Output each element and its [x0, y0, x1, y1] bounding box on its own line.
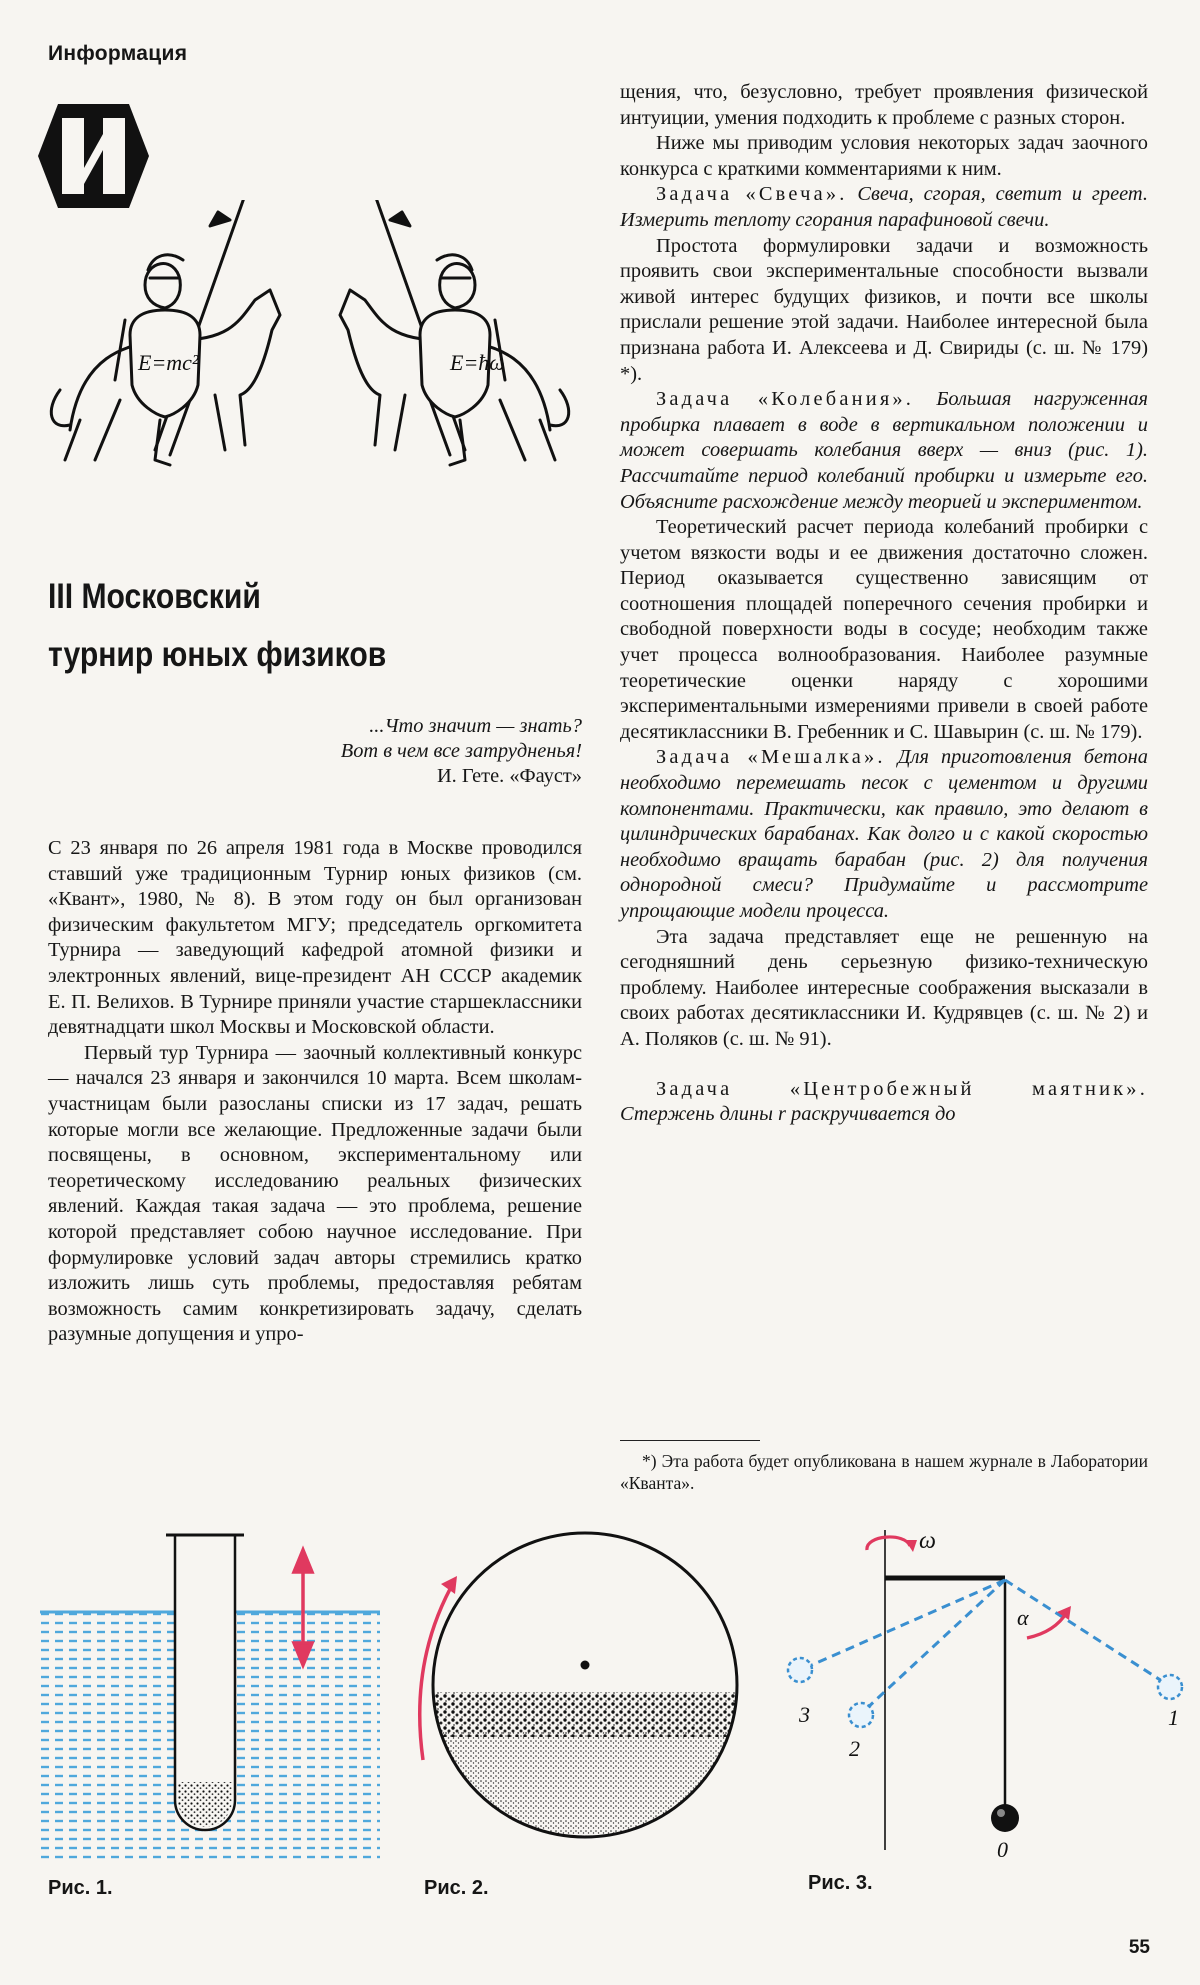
paragraph: Простота формулировки задачи и возможность проявить свои экспериментальные способности вызвали живой интерес будущих физиков, и почти все школы прислали решение этой задачи. Наиболее интересной была признана работа И. Алексеева и Д. Свириды (с. ш. № 179) *). [620, 234, 1148, 385]
bob-0 [991, 1804, 1019, 1832]
bob-3 [788, 1658, 812, 1682]
footnote-rule [620, 1440, 760, 1441]
task-label: Задача «Колебания». [656, 388, 915, 411]
task-label: Задача «Свеча». [656, 183, 848, 206]
bob-label-1: 1 [1168, 1705, 1179, 1730]
omega-label: ω [919, 1528, 936, 1554]
epigraph [250, 714, 582, 789]
figure-2-caption: Рис. 2. [424, 1877, 489, 1899]
bob-label-3: 3 [799, 1702, 810, 1727]
bob-1 [1158, 1675, 1182, 1699]
epigraph-line-2: Вот в чем все затрудненья! [340, 740, 582, 762]
paragraph: Первый тур Турнира — заочный коллективный конкурс — начался 23 января и закончился 10 марта. Всем школам-участницам были разосланы списки из 17 задач, решать которые могли все желающие. Предложенные задачи были посвящены, в основном, экспериментальному или теоретическому исследованию реальных физических явлений. Каждая такая задача — это проблема, решение которой представляет собою научное исследование. При формулировке условий задач авторы стремились кратко изложить лишь суть проблемы, предоставляя ребятам возможность самим конкретизировать задачу, сделать разумные допущения и упро- [48, 1041, 582, 1346]
paragraph: щения, что, безусловно, требует проявления физической интуиции, умения подходить к проблеме с разных сторон. [620, 81, 1148, 129]
right-column [620, 80, 1148, 1128]
left-column [48, 836, 582, 1348]
task-candle [620, 182, 1148, 233]
figure-3-caption: Рис. 3. [808, 1872, 873, 1894]
task-statement: Большая нагруженная пробирка плавает в воде в вертикальном положении и может совершать колебания вверх — вниз (рис. 1). Рассчитайте период колебаний пробирки и измерьте его. Объясните расхождение между теорией и экспериментом. [620, 388, 1148, 513]
paragraph: С 23 января по 26 апреля 1981 года в Москве проводился ставший уже традиционным Турнир юных физиков (см. «Квант», 1980, № 8). В этом году он был организован физическим факультетом МГУ; председатель оргкомитета Турнира — заведующий кафедрой атомной физики и электронных явлений, вице-президент АН СССР академик Е. П. Велихов. В Турнире приняли участие старшеклассники девятнадцати школ Москвы и Московской области. [48, 837, 582, 1039]
footnote-text: *) Эта работа будет опубликована в нашем журнале в Лаборатории «Кванта». [620, 1451, 1148, 1493]
title-line-2: турнир юных физиков [48, 635, 387, 674]
figure-1 [40, 1520, 380, 1860]
coarse-layer [425, 1692, 755, 1737]
bob-label-2: 2 [849, 1736, 860, 1761]
magazine-logo [36, 100, 151, 212]
oscillation-arrow [294, 1550, 312, 1665]
task-statement: Для приготовления бетона необходимо перемешать песок с цементом и другими компонентами. Практически, как правило, это делают в цилиндрических барабанах. Как долго и с какой скоростью необходимо вращать барабан (рис. 2) для получения однородной смеси? Придумайте и рассмотрите упрощающие модели процесса. [620, 746, 1148, 922]
article-title [48, 568, 512, 684]
footnote [620, 1450, 1148, 1494]
paragraph: Эта задача представляет еще не решенную на сегодняшний день серьезную физико-техническую проблему. Наиболее интересные соображения высказали в своих работах десятиклассники И. Кудрявцев (с. ш. № 2) и А. Поляков (с. ш. № 91). [620, 925, 1148, 1050]
task-statement: Свеча, сгорая, светит и греет. Измерить теплоту сгорания парафиновой свечи. [620, 183, 1148, 231]
figure-2 [395, 1510, 785, 1850]
right-shield-formula: E=ħω [450, 350, 505, 375]
epigraph-author: И. Гете. «Фауст» [436, 765, 582, 787]
left-knight [51, 200, 280, 465]
bob-2 [849, 1703, 873, 1727]
knights-illustration [40, 200, 580, 500]
figure-3 [765, 1520, 1195, 1860]
omega-arrow [867, 1537, 910, 1550]
bob-label-0: 0 [997, 1837, 1008, 1860]
task-mixer [620, 745, 1148, 924]
title-line-1: III Московский [48, 577, 261, 616]
task-label: Задача «Мешалка». [656, 746, 886, 769]
paragraph: Ниже мы приводим условия некоторых задач заочного конкурса с краткими комментариями к ним. [620, 132, 1148, 180]
drum-axis [581, 1661, 590, 1670]
task-label: Задача «Центробежный маятник». [656, 1077, 1148, 1100]
left-shield-formula: E=mc² [138, 350, 199, 375]
paragraph: Теоретический расчет периода колебаний пробирки с учетом вязкости воды и ее движения достаточно сложен. Период оказывается существенно зависящим от соотношения площадей поперечного сечения пробирки и свободной поверхности воды в сосуде; необходим также учет процесса волнообразования. Наиболее разумные теоретические оценки наряду с хорошими экспериментальными измерениями привели в своей работе десятиклассники В. Гребенник и С. Шавырин (с. ш. № 179). [620, 516, 1148, 743]
epigraph-line-1: ...Что значит — знать? [369, 715, 582, 737]
page-number: 55 [1128, 1937, 1150, 1958]
right-knight [340, 200, 569, 465]
task-pendulum [620, 1077, 1148, 1128]
dashed-strings [805, 1580, 1165, 1710]
task-oscillation [620, 387, 1148, 515]
alpha-label: α [1017, 1605, 1029, 1630]
section-label: Информация [48, 42, 188, 65]
figure-1-caption: Рис. 1. [48, 1877, 113, 1899]
task-statement: Стержень длины r раскручивается до [620, 1103, 956, 1126]
